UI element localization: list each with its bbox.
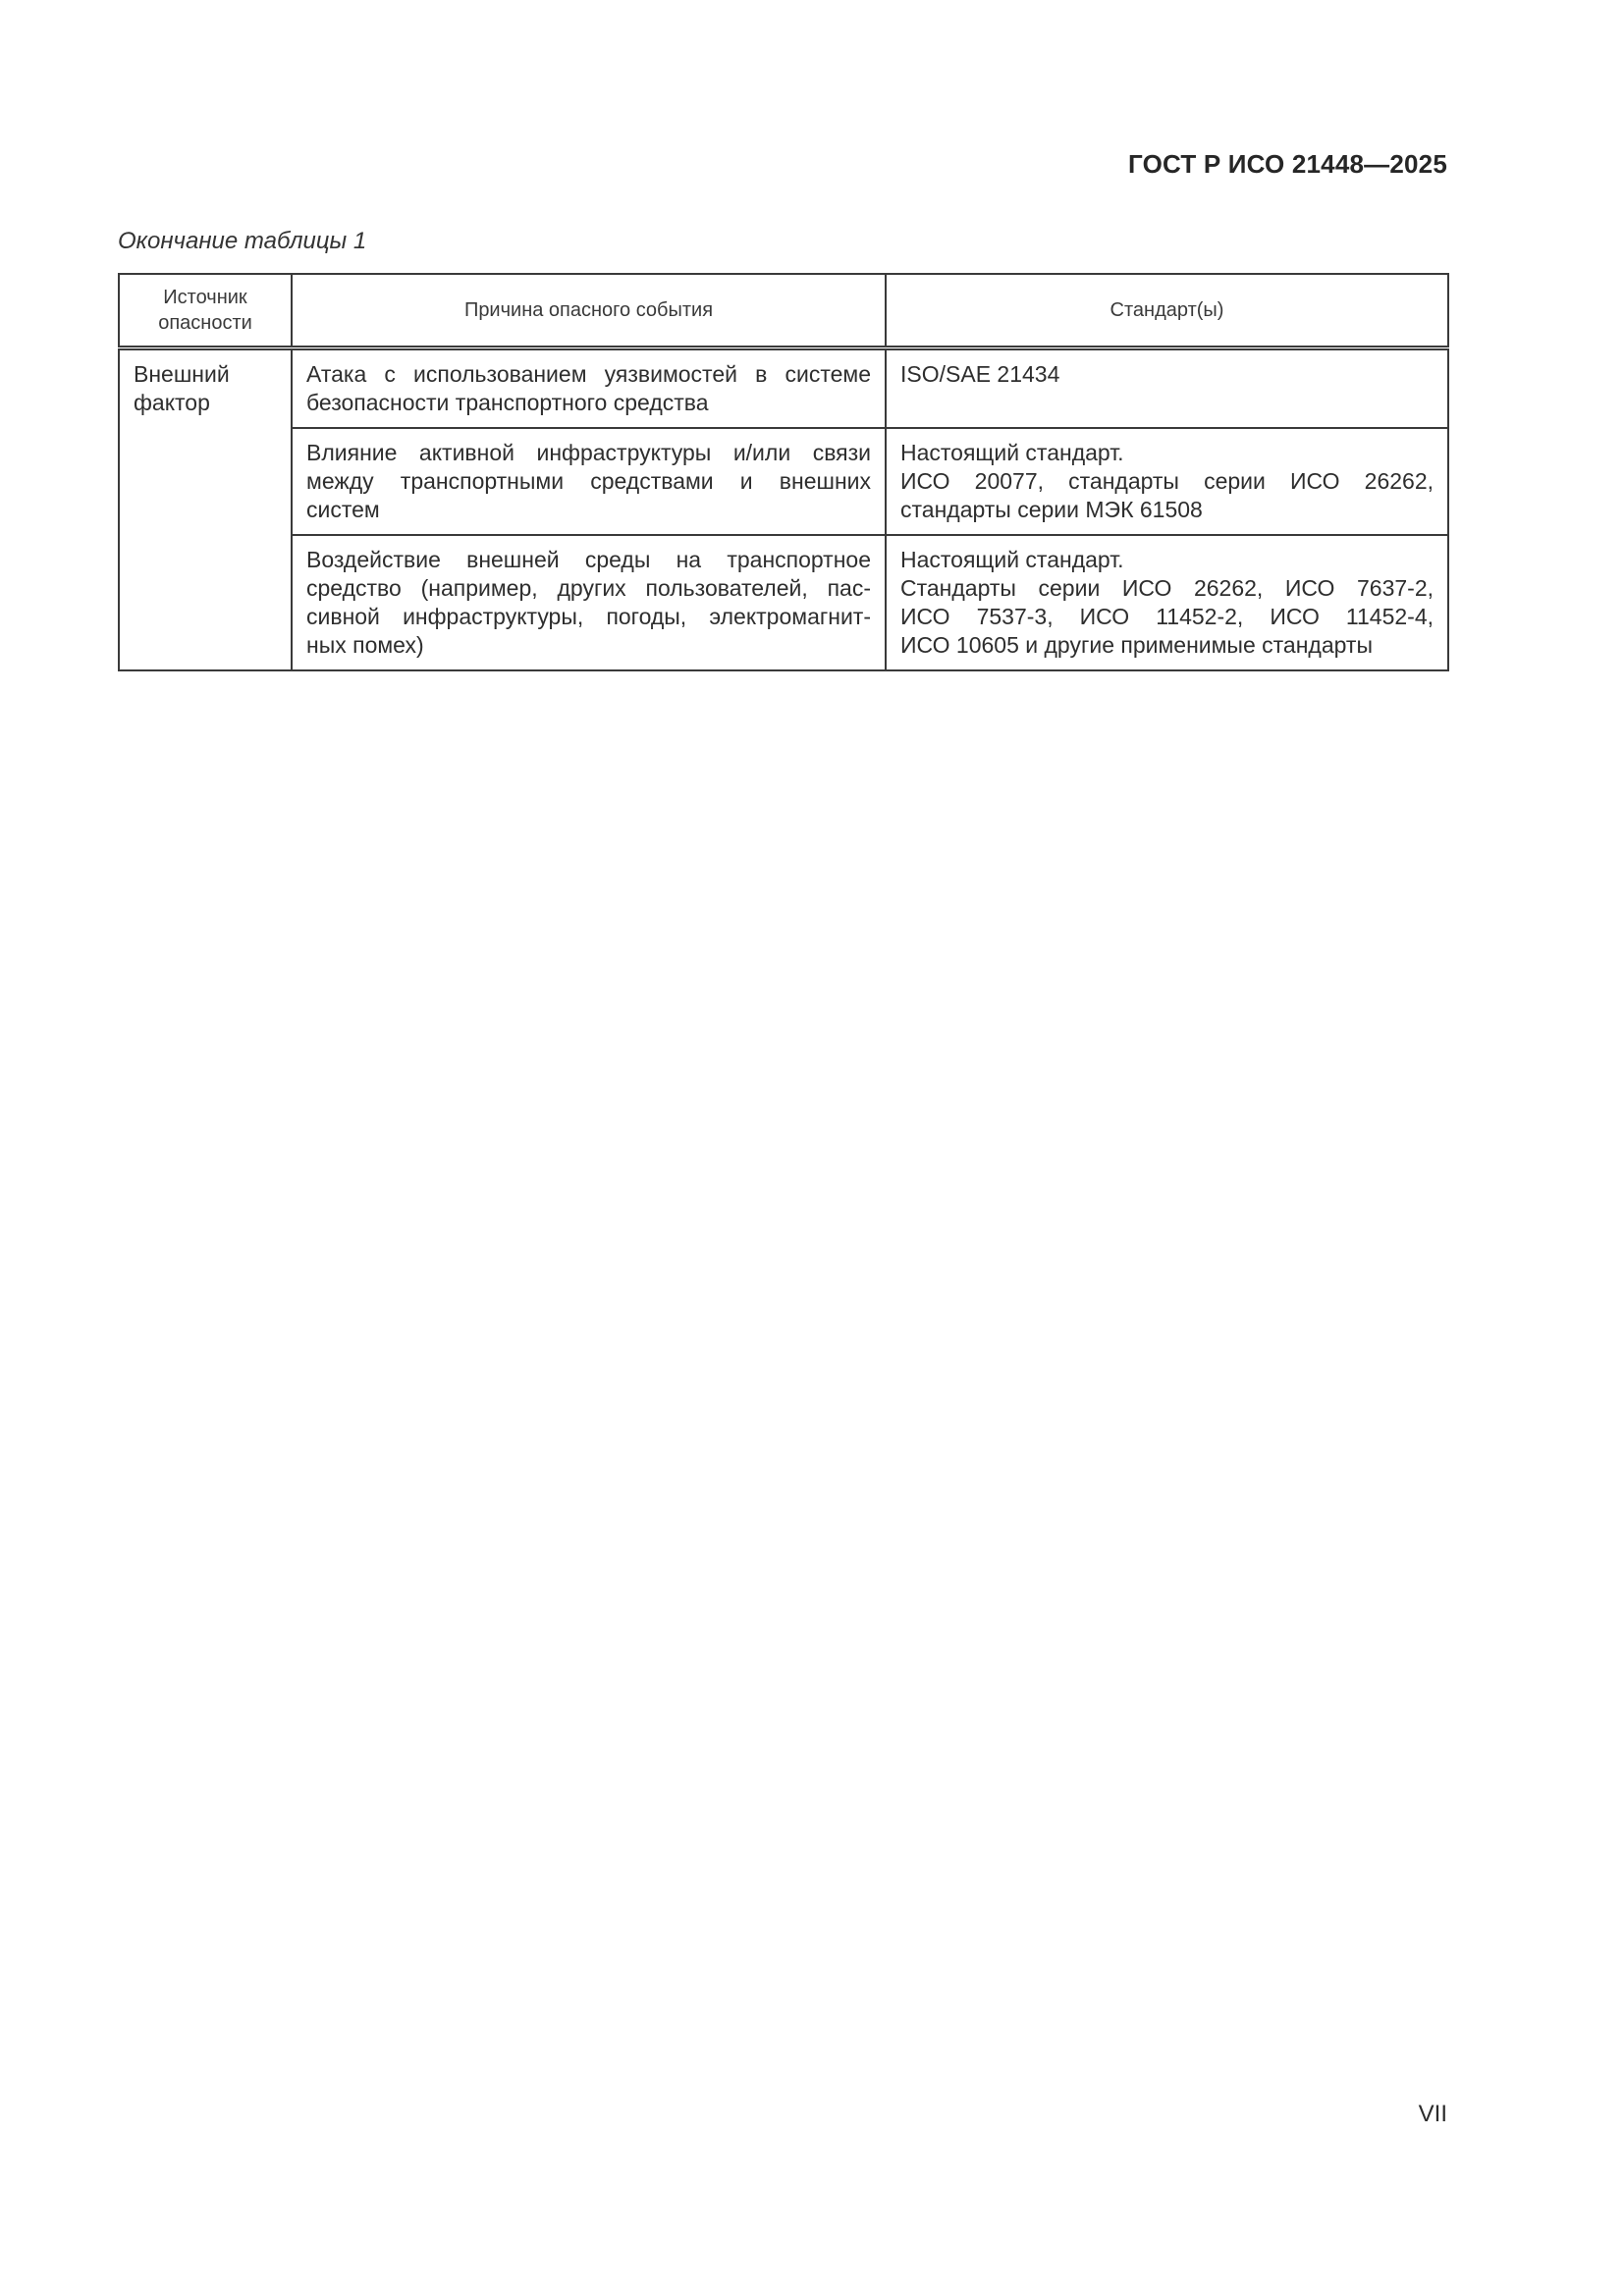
cause-line: Воздействие внешней среды на транспортное [306, 547, 871, 572]
table-header-row [119, 274, 1448, 348]
standards-line: Стандарты серии ИСО 26262, ИСО 7637-2, [900, 575, 1434, 601]
column-header-source: Источник опасности [119, 274, 292, 348]
document-designation: ГОСТ Р ИСО 21448—2025 [1127, 149, 1447, 179]
column-header-standards: Стандарт(ы) [886, 274, 1448, 348]
standards-line: ИСО 20077, стандарты серии ИСО 26262, [900, 468, 1434, 494]
standards-cell [886, 428, 1448, 535]
standards-line: Настоящий стандарт. [900, 547, 1124, 572]
cause-line: систем [306, 497, 380, 522]
cause-cell [292, 348, 886, 429]
cause-cell [292, 535, 886, 670]
standards-line: стандарты серии МЭК 61508 [900, 497, 1203, 522]
hazard-source-cell [119, 348, 292, 671]
table-row [119, 348, 1448, 429]
cause-line: сивной инфраструктуры, погоды, электромагнит- [306, 604, 871, 629]
cause-line: средство (например, других пользователей, пас- [306, 575, 871, 601]
column-header-cause: Причина опасного события [292, 274, 886, 348]
page-number: VII [1418, 2101, 1447, 2127]
cause-line: Влияние активной инфраструктуры и/или связи [306, 440, 871, 465]
table-caption: Окончание таблицы 1 [118, 228, 367, 254]
cause-line: Атака с использованием уязвимостей в системе [306, 361, 871, 387]
hazard-source-text: Внешний фактор [134, 361, 230, 415]
cause-line: безопасности транспортного средства [306, 390, 709, 415]
table-row [119, 535, 1448, 670]
cause-cell [292, 428, 886, 535]
cause-line: ных помех) [306, 632, 424, 658]
standards-line: ISO/SAE 21434 [900, 361, 1060, 387]
table-row [119, 428, 1448, 535]
hazard-standards-table [118, 273, 1449, 671]
standards-line: Настоящий стандарт. [900, 440, 1124, 465]
standards-line: ИСО 7537-3, ИСО 11452-2, ИСО 11452-4, [900, 604, 1434, 629]
cause-line: между транспортными средствами и внешних [306, 468, 871, 494]
standards-line: ИСО 10605 и другие применимые стандарты [900, 632, 1373, 658]
standards-cell [886, 348, 1448, 429]
standards-cell [886, 535, 1448, 670]
